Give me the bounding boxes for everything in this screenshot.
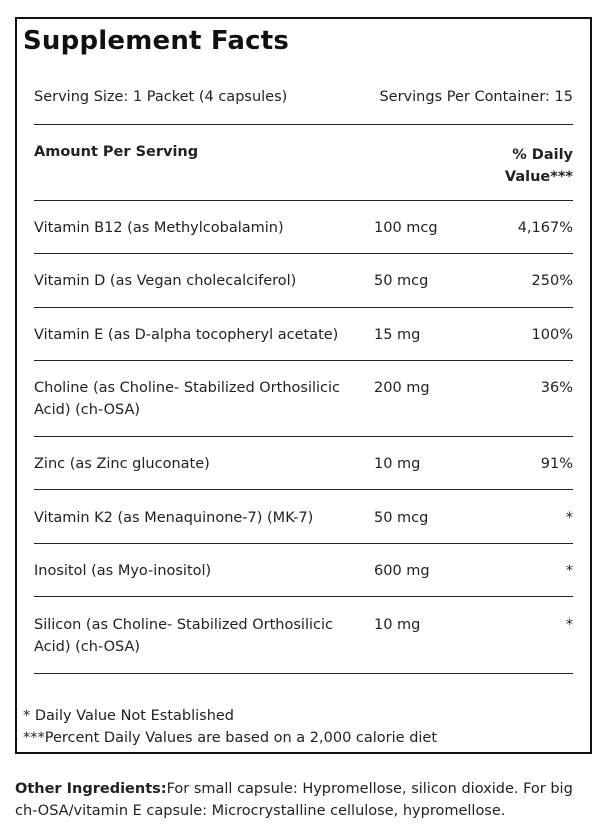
footnotes bbox=[23, 705, 437, 749]
nutrient-amount: 100 mcg bbox=[374, 220, 438, 236]
nutrient-name: Vitamin D (as Vegan cholecalciferol) bbox=[34, 273, 297, 289]
divider bbox=[34, 543, 573, 544]
amount-per-serving-header: Amount Per Serving bbox=[34, 144, 199, 160]
nutrient-name: Zinc (as Zinc gluconate) bbox=[34, 456, 210, 472]
nutrient-name-line: Acid) (ch-OSA) bbox=[34, 639, 141, 655]
nutrient-name: Vitamin E (as D-alpha tocopheryl acetate) bbox=[34, 327, 339, 343]
nutrient-daily-value: 250% bbox=[531, 273, 573, 289]
divider bbox=[34, 253, 573, 254]
nutrient-name bbox=[34, 377, 364, 421]
nutrient-daily-value: 91% bbox=[540, 456, 573, 472]
other-ingredients bbox=[15, 778, 590, 822]
nutrient-name-line: Choline (as Choline- Stabilized Orthosilicic bbox=[34, 380, 341, 396]
supplement-facts-panel bbox=[15, 17, 592, 754]
nutrient-daily-value: * bbox=[565, 510, 573, 526]
daily-value-header bbox=[463, 144, 573, 188]
divider bbox=[34, 307, 573, 308]
divider bbox=[34, 673, 573, 674]
nutrient-name-line: Silicon (as Choline- Stabilized Orthosilicic bbox=[34, 617, 333, 633]
nutrient-name: Inositol (as Myo-inositol) bbox=[34, 563, 212, 579]
nutrient-amount: 50 mcg bbox=[374, 273, 429, 289]
divider bbox=[34, 124, 573, 125]
nutrient-daily-value: * bbox=[565, 617, 573, 633]
nutrient-daily-value: 4,167% bbox=[517, 220, 573, 236]
nutrient-amount: 50 mcg bbox=[374, 510, 429, 526]
divider bbox=[34, 436, 573, 437]
other-ingredients-text: For small capsule: Hypromellose, silicon dioxide. For big ch-OSA/vitamin E capsule: Microcrystalline cellulose, hypromellose. bbox=[15, 781, 573, 819]
divider bbox=[34, 360, 573, 361]
divider bbox=[34, 200, 573, 201]
daily-value-header-line2: Value*** bbox=[504, 169, 573, 185]
nutrient-name: Vitamin B12 (as Methylcobalamin) bbox=[34, 220, 284, 236]
servings-per-container: Servings Per Container: 15 bbox=[379, 89, 573, 105]
daily-value-header-line1: % Daily bbox=[512, 147, 573, 163]
nutrient-amount: 10 mg bbox=[374, 456, 421, 472]
nutrient-amount: 200 mg bbox=[374, 380, 430, 396]
nutrient-name: Vitamin K2 (as Menaquinone-7) (MK-7) bbox=[34, 510, 314, 526]
nutrient-name-line: Acid) (ch-OSA) bbox=[34, 402, 141, 418]
nutrient-daily-value: 36% bbox=[540, 380, 573, 396]
divider bbox=[34, 596, 573, 597]
serving-info bbox=[34, 89, 573, 105]
panel-title: Supplement Facts bbox=[23, 26, 290, 56]
nutrient-name bbox=[34, 614, 364, 658]
other-ingredients-label: Other Ingredients: bbox=[15, 781, 167, 797]
footnote-daily-value: * Daily Value Not Established bbox=[23, 708, 235, 724]
nutrient-amount: 15 mg bbox=[374, 327, 421, 343]
divider bbox=[34, 489, 573, 490]
nutrient-daily-value: * bbox=[565, 563, 573, 579]
footnote-calorie-diet: ***Percent Daily Values are based on a 2,000 calorie diet bbox=[23, 730, 438, 746]
nutrient-daily-value: 100% bbox=[531, 327, 573, 343]
nutrient-amount: 10 mg bbox=[374, 617, 421, 633]
nutrient-amount: 600 mg bbox=[374, 563, 430, 579]
serving-size: Serving Size: 1 Packet (4 capsules) bbox=[34, 89, 288, 105]
